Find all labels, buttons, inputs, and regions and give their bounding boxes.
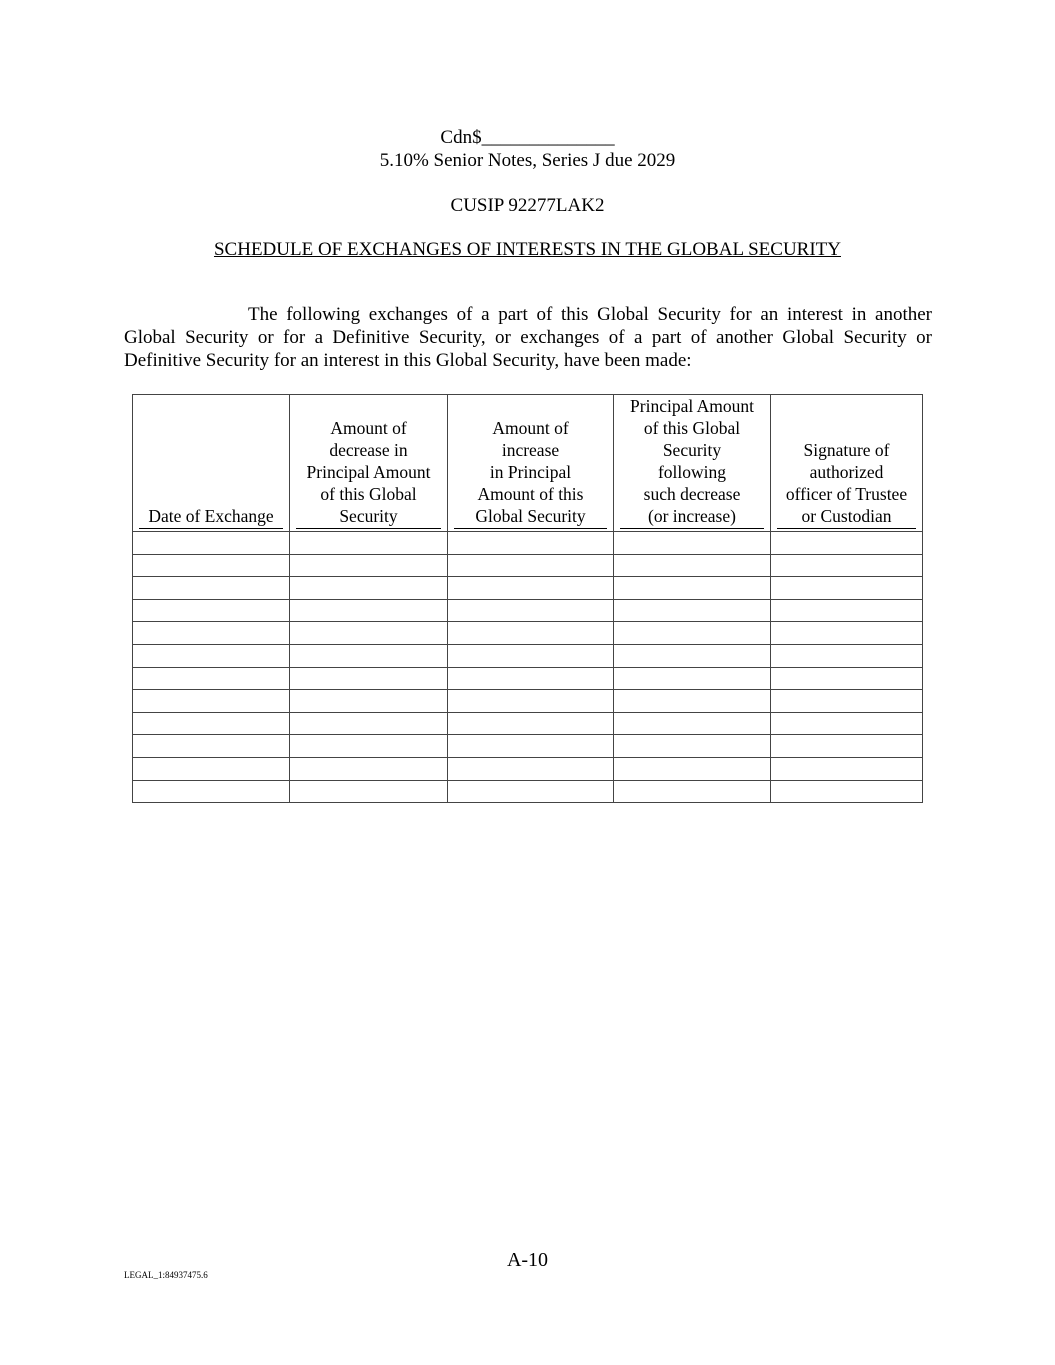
table-cell — [771, 577, 923, 600]
cusip-number: CUSIP 92277LAK2 — [450, 195, 605, 216]
table-cell — [614, 577, 771, 600]
table-cell — [448, 757, 614, 780]
column-header-signature — [771, 395, 923, 532]
table-cell — [614, 690, 771, 713]
table-cell — [448, 599, 614, 622]
table-cell — [771, 667, 923, 690]
table-cell — [133, 712, 290, 735]
column-header-label: Amount of increase in Principal Amount of this Global Security — [454, 417, 607, 529]
table-cell — [133, 667, 290, 690]
table-cell — [290, 599, 448, 622]
column-header-label: Amount of decrease in Principal Amount of this Global Security — [296, 417, 441, 529]
table-cell — [290, 712, 448, 735]
table-cell — [771, 712, 923, 735]
table-cell — [614, 554, 771, 577]
table-cell — [771, 644, 923, 667]
table-cell — [614, 599, 771, 622]
table-cell — [133, 757, 290, 780]
table-cell — [771, 599, 923, 622]
table-cell — [133, 690, 290, 713]
table-row — [133, 599, 923, 622]
schedule-title: SCHEDULE OF EXCHANGES OF INTERESTS IN THE GLOBAL SECURITY — [213, 239, 841, 260]
table-row — [133, 690, 923, 713]
amount-line: Cdn$______________ — [440, 127, 615, 148]
table-row — [133, 622, 923, 645]
intro-paragraph: The following exchanges of a part of this Global Security for an interest in another Global Security or for a Definitive Security, or exchanges of a part of another Global Security or Definitive Security for an interest in this Global Security, have been made: — [124, 304, 932, 371]
table-cell — [771, 757, 923, 780]
table-cell — [133, 622, 290, 645]
table-row — [133, 667, 923, 690]
table-cell — [614, 667, 771, 690]
table-cell — [448, 712, 614, 735]
notes-title: 5.10% Senior Notes, Series J due 2029 — [379, 150, 676, 171]
table-cell — [133, 577, 290, 600]
column-header-label: Date of Exchange — [139, 505, 283, 529]
table-cell — [290, 622, 448, 645]
table-cell — [290, 532, 448, 555]
table-cell — [614, 780, 771, 803]
table-cell — [448, 667, 614, 690]
table-cell — [614, 735, 771, 758]
table-cell — [290, 644, 448, 667]
table-cell — [290, 690, 448, 713]
column-header-label: Signature of authorized officer of Trustee or Custodian — [777, 439, 916, 529]
table-cell — [290, 780, 448, 803]
exchange-schedule-table — [132, 394, 923, 803]
table-cell — [448, 577, 614, 600]
document-id: LEGAL_1:84937475.6 — [124, 1270, 208, 1280]
table-cell — [771, 690, 923, 713]
table-cell — [448, 780, 614, 803]
table-cell — [771, 532, 923, 555]
table-cell — [290, 577, 448, 600]
table-cell — [133, 554, 290, 577]
table-row — [133, 532, 923, 555]
table-cell — [771, 554, 923, 577]
table-body — [133, 532, 923, 803]
table-row — [133, 644, 923, 667]
column-header-date — [133, 395, 290, 532]
table-cell — [614, 622, 771, 645]
table-cell — [290, 554, 448, 577]
column-header-label: Principal Amount of this Global Security following such decrease (or increase) — [620, 395, 764, 529]
table-row — [133, 712, 923, 735]
table-row — [133, 780, 923, 803]
table-header-row — [133, 395, 923, 532]
table-cell — [771, 622, 923, 645]
table-cell — [614, 757, 771, 780]
table-row — [133, 757, 923, 780]
table-cell — [448, 735, 614, 758]
page-number: A-10 — [506, 1249, 549, 1271]
table-cell — [448, 644, 614, 667]
table-row — [133, 577, 923, 600]
column-header-principal — [614, 395, 771, 532]
table-cell — [614, 712, 771, 735]
column-header-increase — [448, 395, 614, 532]
table-cell — [448, 554, 614, 577]
table-cell — [133, 599, 290, 622]
column-header-decrease — [290, 395, 448, 532]
table-cell — [133, 532, 290, 555]
table-cell — [771, 735, 923, 758]
table-cell — [448, 690, 614, 713]
table-cell — [448, 622, 614, 645]
table-cell — [290, 735, 448, 758]
table-row — [133, 554, 923, 577]
table-cell — [614, 532, 771, 555]
table-cell — [448, 532, 614, 555]
table-cell — [290, 757, 448, 780]
table-cell — [133, 780, 290, 803]
table-cell — [771, 780, 923, 803]
table-cell — [290, 667, 448, 690]
table-cell — [133, 735, 290, 758]
table-row — [133, 735, 923, 758]
table-cell — [614, 644, 771, 667]
table-cell — [133, 644, 290, 667]
